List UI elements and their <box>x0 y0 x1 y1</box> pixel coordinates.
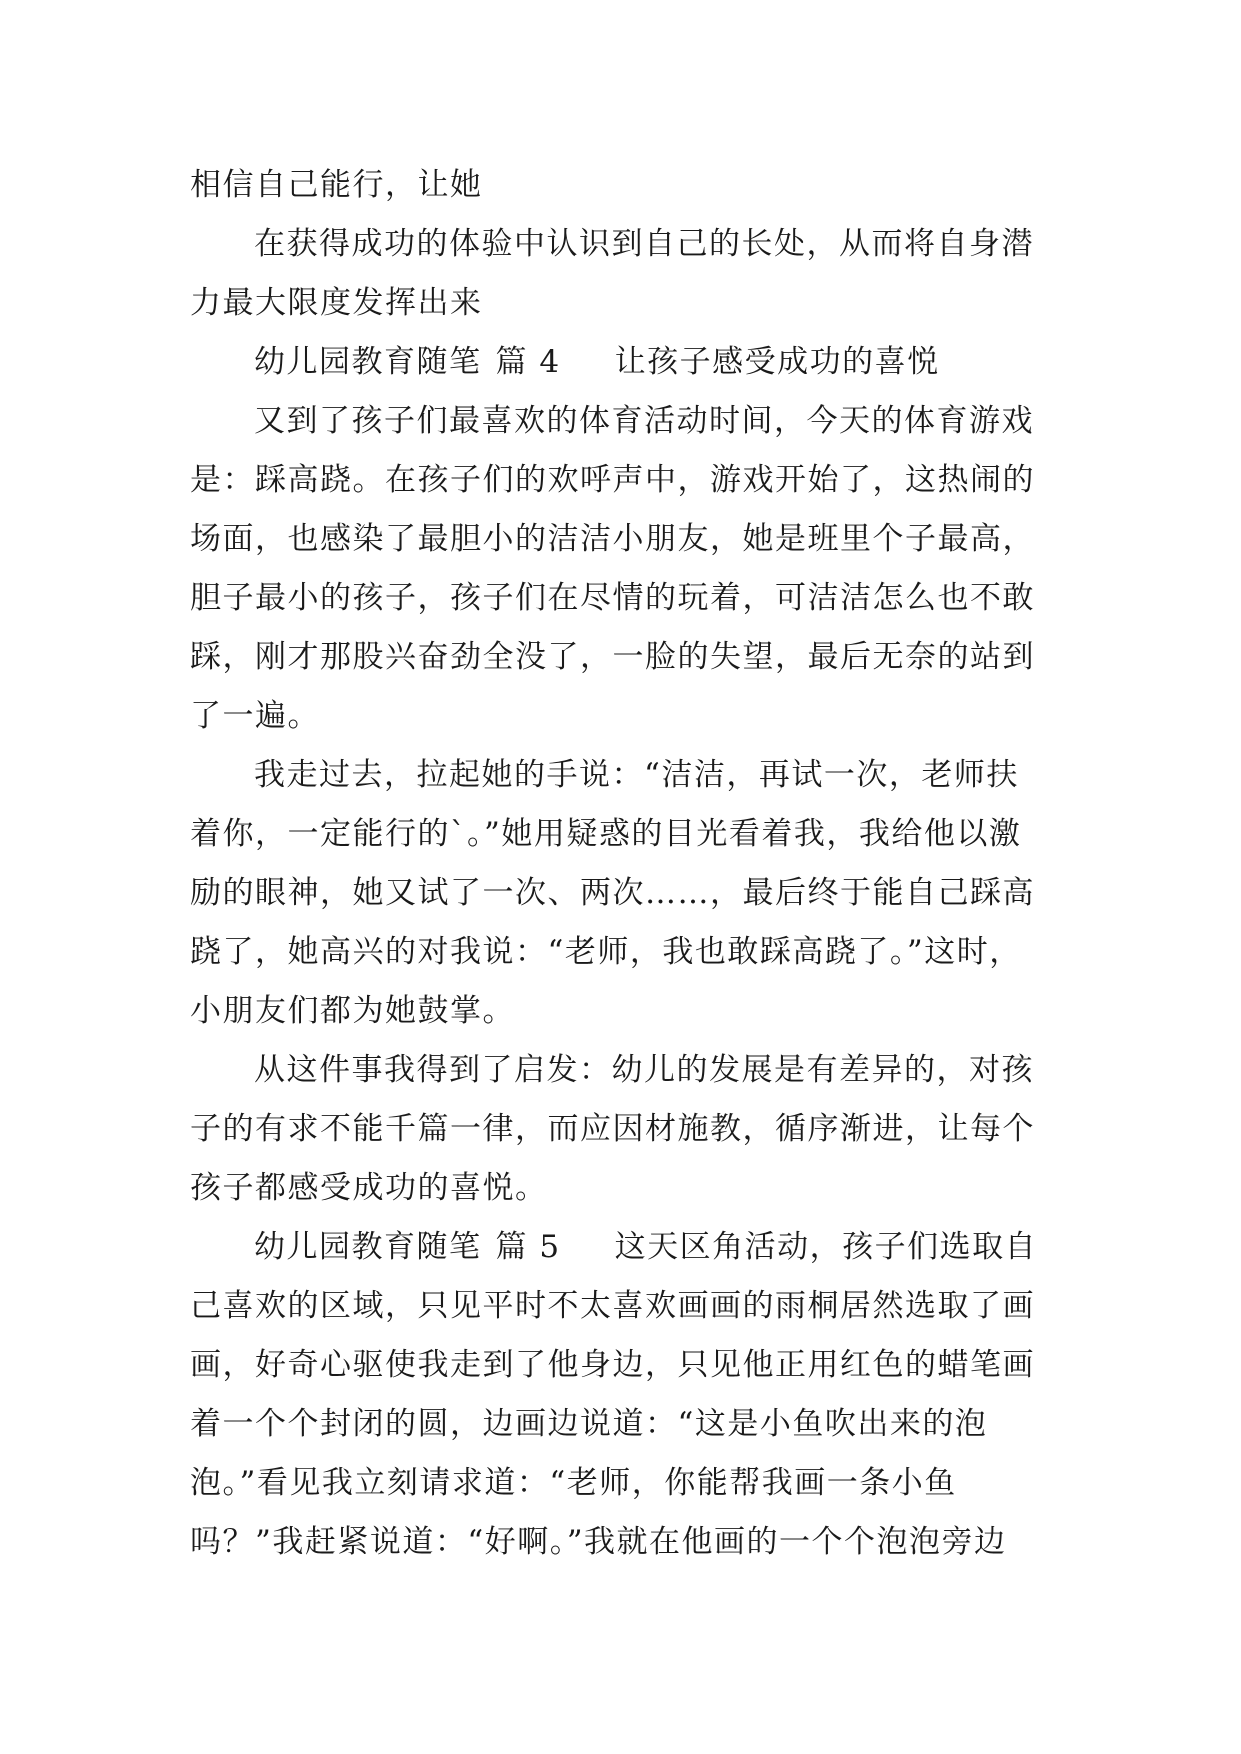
paragraph-line: 己喜欢的区域，只见平时不太喜欢画画的雨桐居然选取了画 <box>190 1288 1035 1324</box>
paragraph-line: 吗？”我赶紧说道：“好啊。”我就在他画的一个个泡泡旁边 <box>190 1524 1007 1560</box>
section-number: 篇 5 <box>495 1229 561 1265</box>
section-title: 让孩子感受成功的喜悦 <box>614 344 940 380</box>
section-number: 篇 4 <box>495 344 561 380</box>
section-label: 幼儿园教育随笔 <box>254 1229 482 1265</box>
section-heading-5 <box>190 1218 1050 1277</box>
section-heading-4 <box>190 333 1050 392</box>
paragraph-line: 场面，也感染了最胆小的洁洁小朋友，她是班里个子最高， <box>190 521 1035 557</box>
paragraph-line: 我走过去，拉起她的手说：“洁洁，再试一次，老师扶 <box>254 757 1019 793</box>
paragraph-line: 相信自己能行，让她 <box>190 167 483 203</box>
paragraph-line: 着你，一定能行的`。”她用疑惑的目光看着我，我给他以激 <box>190 816 1022 852</box>
paragraph-line: 着一个个封闭的圆，边画边说道：“这是小鱼吹出来的泡 <box>190 1406 988 1442</box>
paragraph-line: 泡。”看见我立刻请求道：“老师，你能帮我画一条小鱼 <box>190 1465 957 1501</box>
paragraph-line: 又到了孩子们最喜欢的体育活动时间，今天的体育游戏 <box>254 403 1034 439</box>
section-label: 幼儿园教育随笔 <box>254 344 482 380</box>
paragraph-line: 励的眼神，她又试了一次、两次……，最后终于能自己踩高 <box>190 875 1035 911</box>
paragraph-line: 子的有求不能千篇一律，而应因材施教，循序渐进，让每个 <box>190 1111 1035 1147</box>
paragraph-line: 在获得成功的体验中认识到自己的长处，从而将自身潜 <box>254 226 1034 262</box>
paragraph-line: 跷了，她高兴的对我说：“老师，我也敢踩高跷了。”这时， <box>190 934 1022 970</box>
paragraph-line: 踩，刚才那股兴奋劲全没了，一脸的失望，最后无奈的站到 <box>190 639 1035 675</box>
paragraph-line: 孩子都感受成功的喜悦。 <box>190 1170 548 1206</box>
paragraph-line: 是：踩高跷。在孩子们的欢呼声中，游戏开始了，这热闹的 <box>190 462 1035 498</box>
paragraph-line: 了一遍。 <box>190 698 320 734</box>
paragraph-line: 小朋友们都为她鼓掌。 <box>190 993 515 1029</box>
paragraph-line: 胆子最小的孩子，孩子们在尽情的玩着，可洁洁怎么也不敢 <box>190 580 1035 616</box>
section-first-line: 这天区角活动，孩子们选取自 <box>614 1229 1038 1265</box>
paragraph-line: 画，好奇心驱使我走到了他身边，只见他正用红色的蜡笔画 <box>190 1347 1035 1383</box>
document-body <box>190 156 1050 1572</box>
paragraph-line: 力最大限度发挥出来 <box>190 285 483 321</box>
paragraph-line: 从这件事我得到了启发：幼儿的发展是有差异的，对孩 <box>254 1052 1034 1088</box>
